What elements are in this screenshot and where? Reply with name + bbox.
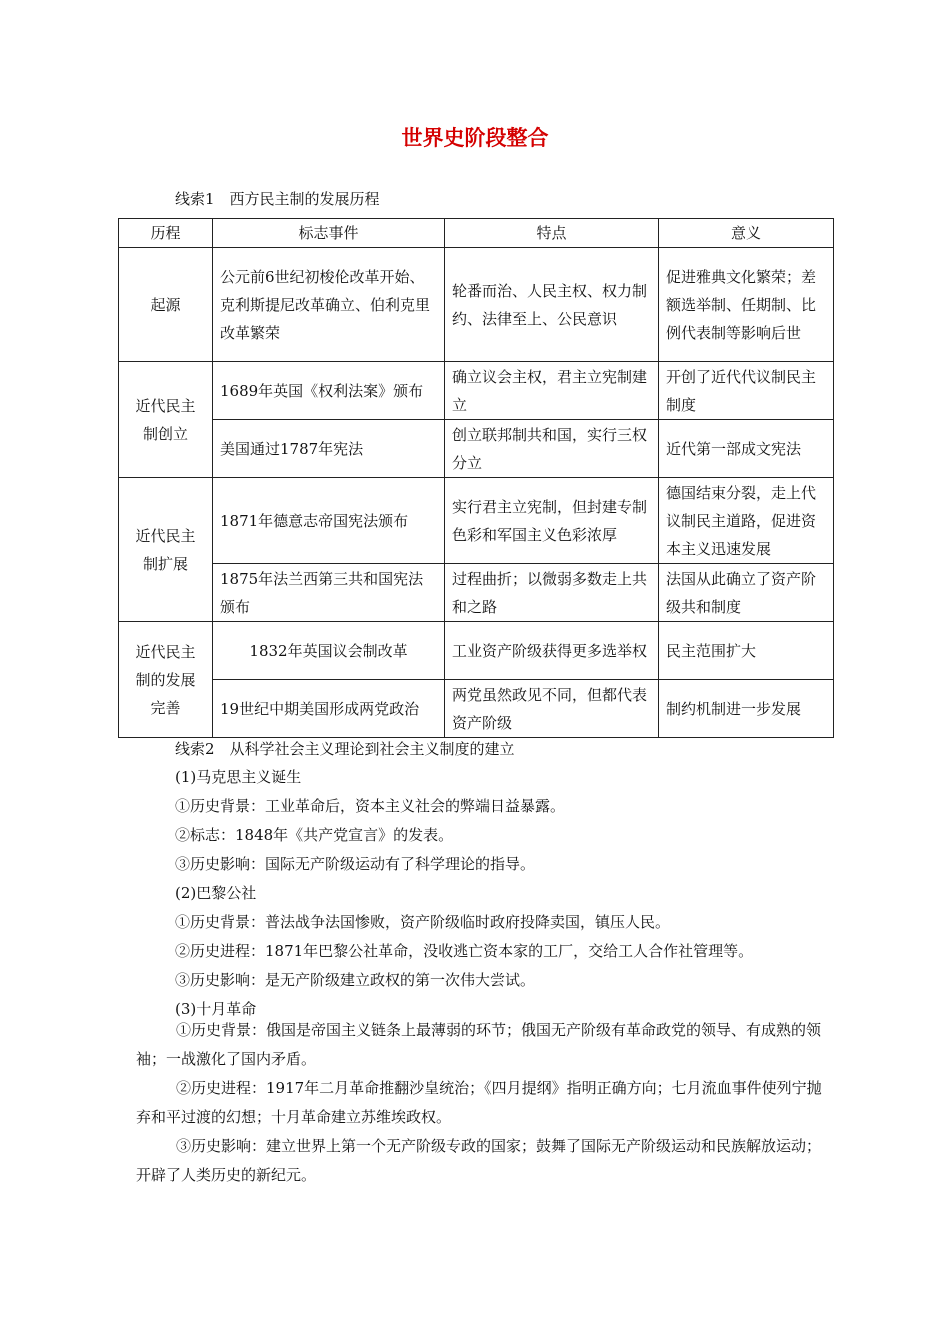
table-row — [119, 478, 834, 564]
section-line: ①历史背景：普法战争法国惨败，资产阶级临时政府投降卖国，镇压人民。 — [175, 913, 671, 931]
feature-cell: 工业资产阶级获得更多选举权 — [445, 622, 659, 680]
event-cell: 1875年法兰西第三共和国宪法颁布 — [213, 564, 445, 622]
section-paragraph: ①历史背景：俄国是帝国主义链条上最薄弱的环节；俄国无产阶级有革命政党的领导、有成熟的领袖；一战激化了国内矛盾。 — [136, 1021, 822, 1068]
meaning-cell: 促进雅典文化繁荣；差额选举制、任期制、比例代表制等影响后世 — [659, 248, 834, 362]
header-event: 标志事件 — [213, 219, 445, 248]
section-paragraph: ②历史进程：1917年二月革命推翻沙皇统治；《四月提纲》指明正确方向；七月流血事件使列宁抛弃和平过渡的幻想；十月革命建立苏维埃政权。 — [136, 1079, 822, 1126]
stage-label: 近代民主制的发展完善 — [135, 642, 196, 717]
meaning-cell: 开创了近代代议制民主制度 — [659, 362, 834, 420]
stage-label: 近代民主制创立 — [135, 396, 196, 443]
table-row — [119, 564, 834, 622]
feature-cell: 实行君主立宪制，但封建专制色彩和军国主义色彩浓厚 — [445, 478, 659, 564]
table-header-row — [119, 219, 834, 248]
header-feature: 特点 — [445, 219, 659, 248]
marx-section — [175, 763, 835, 1024]
clue-2-heading: 线索2 从科学社会主义理论到社会主义制度的建立 — [175, 740, 515, 758]
october-section — [136, 1016, 826, 1190]
page-title: 世界史阶段整合 — [401, 125, 549, 150]
section-line: ②历史进程：1871年巴黎公社革命，没收逃亡资本家的工厂，交给工人合作社管理等。 — [175, 942, 754, 960]
democracy-history-table — [118, 218, 834, 738]
stage-cell — [119, 362, 213, 478]
feature-cell: 确立议会主权，君主立宪制建立 — [445, 362, 659, 420]
meaning-cell: 德国结束分裂，走上代议制民主道路，促进资本主义迅速发展 — [659, 478, 834, 564]
header-stage: 历程 — [119, 219, 213, 248]
feature-cell: 创立联邦制共和国，实行三权分立 — [445, 420, 659, 478]
event-cell: 美国通过1787年宪法 — [213, 420, 445, 478]
event-cell: 公元前6世纪初梭伦改革开始、克利斯提尼改革确立、伯利克里改革繁荣 — [213, 248, 445, 362]
section-paragraph: ③历史影响：建立世界上第一个无产阶级专政的国家；鼓舞了国际无产阶级运动和民族解放运动；开辟了人类历史的新纪元。 — [136, 1137, 822, 1184]
clue-1-heading: 线索1 西方民主制的发展历程 — [175, 190, 380, 208]
event-cell: 1689年英国《权利法案》颁布 — [213, 362, 445, 420]
stage-cell — [119, 478, 213, 622]
event-cell: 1832年英国议会制改革 — [213, 622, 445, 680]
event-cell: 1871年德意志帝国宪法颁布 — [213, 478, 445, 564]
stage-cell: 起源 — [119, 248, 213, 362]
section-heading: (2)巴黎公社 — [175, 884, 257, 902]
section-line: ③历史影响：国际无产阶级运动有了科学理论的指导。 — [175, 855, 536, 873]
feature-cell: 轮番而治、人民主权、权力制约、法律至上、公民意识 — [445, 248, 659, 362]
event-cell: 19世纪中期美国形成两党政治 — [213, 680, 445, 738]
meaning-cell: 制约机制进一步发展 — [659, 680, 834, 738]
meaning-cell: 法国从此确立了资产阶级共和制度 — [659, 564, 834, 622]
section-line: ②标志：1848年《共产党宣言》的发表。 — [175, 826, 454, 844]
stage-label: 近代民主制扩展 — [135, 526, 196, 573]
table-row — [119, 680, 834, 738]
table-row — [119, 420, 834, 478]
table-row — [119, 622, 834, 680]
meaning-cell: 近代第一部成文宪法 — [659, 420, 834, 478]
section-heading: (1)马克思主义诞生 — [175, 768, 302, 786]
feature-cell: 过程曲折；以微弱多数走上共和之路 — [445, 564, 659, 622]
feature-cell: 两党虽然政见不同，但都代表资产阶级 — [445, 680, 659, 738]
stage-cell — [119, 622, 213, 738]
table-row — [119, 248, 834, 362]
section-heading: (3)十月革命 — [175, 1000, 257, 1018]
section-line: ①历史背景：工业革命后，资本主义社会的弊端日益暴露。 — [175, 797, 566, 815]
section-line: ③历史影响：是无产阶级建立政权的第一次伟大尝试。 — [175, 971, 536, 989]
header-meaning: 意义 — [659, 219, 834, 248]
meaning-cell: 民主范围扩大 — [659, 622, 834, 680]
table-row — [119, 362, 834, 420]
